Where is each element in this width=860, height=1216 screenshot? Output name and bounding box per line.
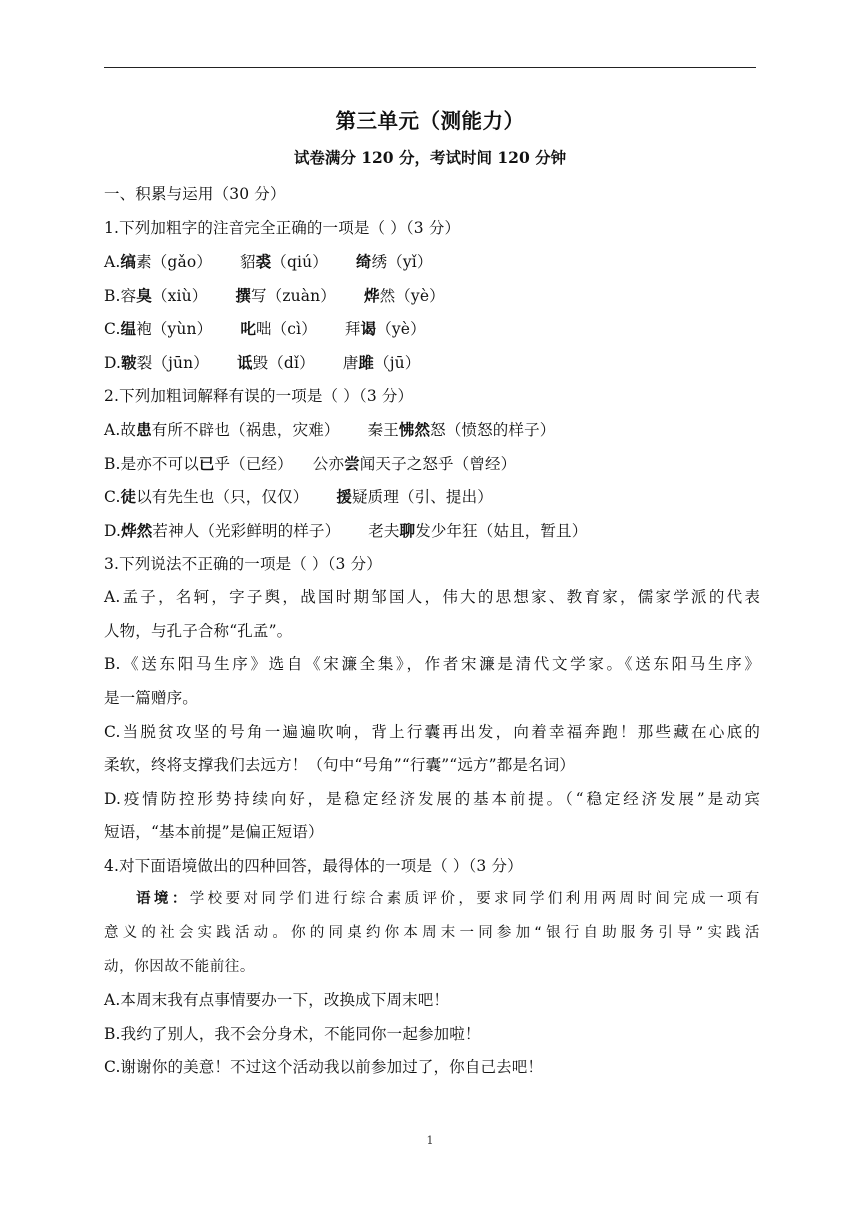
question-3-option-c-line-2: 柔软，终将支撑我们去远方！（句中“号角”“行囊”“远方”都是名词） — [104, 756, 575, 775]
question-2-option-d: D.烨然若神人（光彩鲜明的样子） 老夫聊发少年狂（姑且，暂且） — [104, 520, 588, 540]
page-subtitle: 试卷满分 120 分，考试时间 120 分钟 — [293, 148, 567, 167]
question-4-context-line-2: 意义的社会实践活动。你的同桌约你本周末一同参加“银行自助服务引导”实践活 — [104, 925, 760, 942]
page-number: 1 — [426, 1134, 434, 1147]
question-1-option-c: C.缊袍（yùn） 叱咄（cì） 拜谒（yè） — [104, 319, 426, 339]
question-3-option-c-line-1: C.当脱贫攻坚的号角一遍遍吹响，背上行囊再出发，向着幸福奔跑！那些藏在心底的 — [104, 722, 760, 741]
context-label: 语境： — [136, 891, 190, 908]
question-2-option-b: B.是亦不可以已乎（已经） 公亦尝闻天子之怒乎（曾经） — [104, 453, 517, 473]
page-title: 第三单元（测能力） — [335, 109, 525, 133]
question-4-option-c: C.谢谢你的美意！不过这个活动我以前参加过了，你自己去吧！ — [104, 1058, 544, 1077]
question-4-stem: 4.对下面语境做出的四种回答，最得体的一项是（ ）（3 分） — [104, 856, 523, 875]
question-3-option-b-line-1: B.《送东阳马生序》选自《宋濂全集》，作者宋濂是清代文学家。《送东阳马生序》 — [104, 655, 760, 674]
question-3-option-b-line-2: 是一篇赠序。 — [104, 688, 198, 707]
question-4-option-b: B.我约了别人，我不会分身术，不能同你一起参加啦！ — [104, 1024, 481, 1043]
question-1-option-d: D.皲裂（jūn） 诋毁（dǐ） 唐雎（jū） — [104, 352, 421, 372]
question-4-option-a: A.本周末我有点事情要办一下，改换成下周末吧！ — [104, 991, 450, 1010]
question-1-option-b: B.容臭（xiù） 撰写（zuàn） 烨然（yè） — [104, 285, 445, 305]
question-3-stem: 3.下列说法不正确的一项是（ ）（3 分） — [104, 554, 382, 573]
question-4-context-line-1: 语境：学校要对同学们进行综合素质评价，要求同学们利用两周时间完成一项有 — [136, 891, 760, 908]
section-heading: 一、积累与运用（30 分） — [104, 185, 286, 203]
question-3-option-a-line-2: 人物，与孔子合称“孔孟”。 — [104, 621, 293, 640]
question-4-context-line-3: 动，你因故不能前往。 — [104, 958, 255, 975]
question-2-option-c: C.徒以有先生也（只，仅仅） 援疑质理（引、提出） — [104, 487, 493, 507]
header-rule — [104, 67, 756, 68]
exam-content — [104, 178, 760, 1085]
question-3-option-d-line-2: 短语，“基本前提”是偏正短语） — [104, 823, 324, 842]
question-2-option-a: A.故患有所不辟也（祸患，灾难） 秦王怫然怒（愤怒的样子） — [104, 420, 556, 440]
question-3-option-d-line-1: D.疫情防控形势持续向好，是稳定经济发展的基本前提。（“稳定经济发展”是动宾 — [104, 789, 760, 808]
question-1-option-a: A.缟素（gǎo） 貂裘（qiú） 绮绣（yǐ） — [104, 252, 433, 272]
question-1-stem: 1.下列加粗字的注音完全正确的一项是（ ）（3 分） — [104, 218, 461, 237]
question-2-stem: 2.下列加粗词解释有误的一项是（ ）（3 分） — [104, 386, 414, 405]
question-3-option-a-line-1: A.孟子，名轲，字子舆，战国时期邹国人，伟大的思想家、教育家，儒家学派的代表 — [104, 588, 760, 607]
